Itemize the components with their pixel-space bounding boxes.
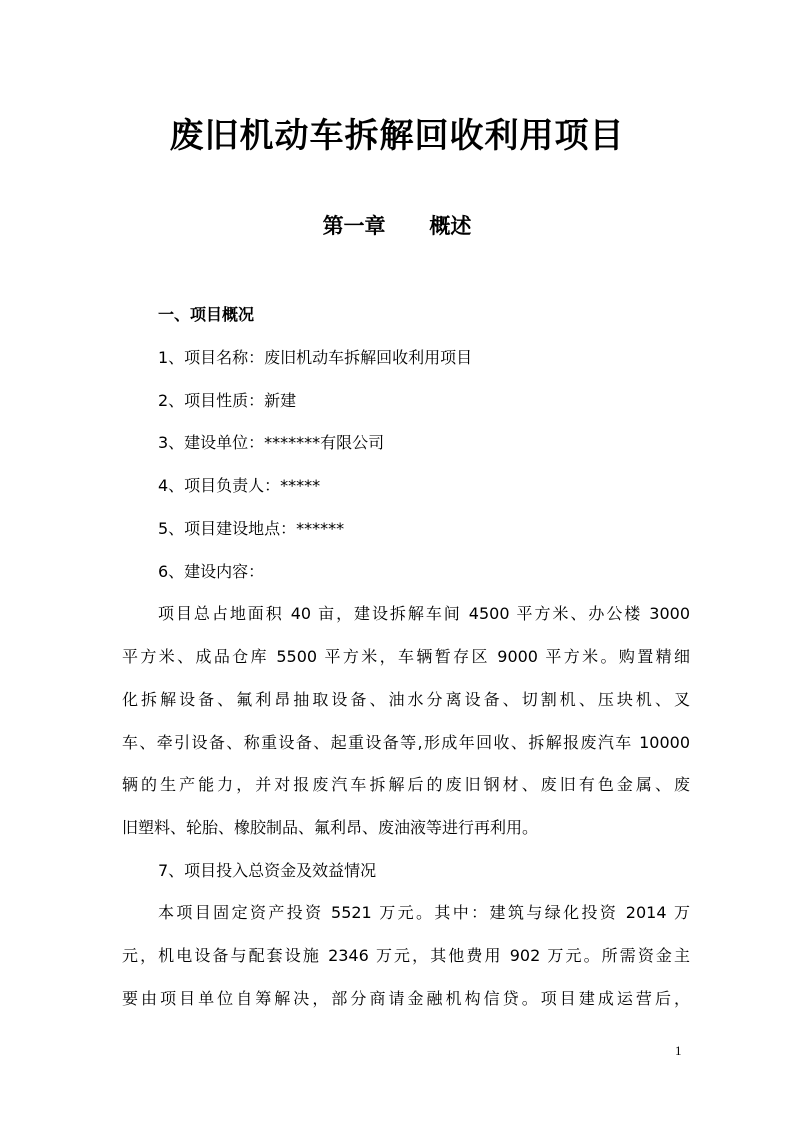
document-title: 废旧机动车拆解回收利用项目 xyxy=(169,116,625,156)
content-line: 辆的生产能力，并对报废汽车拆解后的废旧钢材、废旧有色金属、废 xyxy=(122,775,690,794)
content-line: 平方米、成品仓库 5500 平方米，车辆暂存区 9000 平方米。购置精细 xyxy=(122,647,690,666)
section-heading: 一、项目概况 xyxy=(158,305,255,324)
investment-line: 要由项目单位自筹解决，部分商请金融机构信贷。项目建成运营后， xyxy=(122,989,690,1008)
content-line: 旧塑料、轮胎、橡胶制品、氟利昂、废油液等进行再利用。 xyxy=(122,818,539,837)
item-construction-content: 6、建设内容： xyxy=(158,562,265,581)
item-project-nature: 2、项目性质：新建 xyxy=(158,391,297,410)
item-investment: 7、项目投入总资金及效益情况 xyxy=(158,861,377,880)
content-line: 项目总占地面积 40 亩，建设拆解车间 4500 平方米、办公楼 3000 xyxy=(158,604,690,623)
page-number: 1 xyxy=(675,1043,682,1058)
content-line: 化拆解设备、氟利昂抽取设备、油水分离设备、切割机、压块机、叉 xyxy=(122,690,690,709)
item-construction-unit: 3、建设单位：*******有限公司 xyxy=(158,433,385,452)
chapter-title: 第一章 概述 xyxy=(322,214,472,238)
item-project-location: 5、项目建设地点：****** xyxy=(158,519,345,538)
item-project-leader: 4、项目负责人：***** xyxy=(158,476,321,495)
content-line: 车、牵引设备、称重设备、起重设备等,形成年回收、拆解报废汽车 10000 xyxy=(122,733,690,752)
item-project-name: 1、项目名称：废旧机动车拆解回收利用项目 xyxy=(158,348,473,367)
investment-line: 本项目固定资产投资 5521 万元。其中：建筑与绿化投资 2014 万 xyxy=(158,903,690,922)
investment-line: 元，机电设备与配套设施 2346 万元，其他费用 902 万元。所需资金主 xyxy=(122,946,690,965)
